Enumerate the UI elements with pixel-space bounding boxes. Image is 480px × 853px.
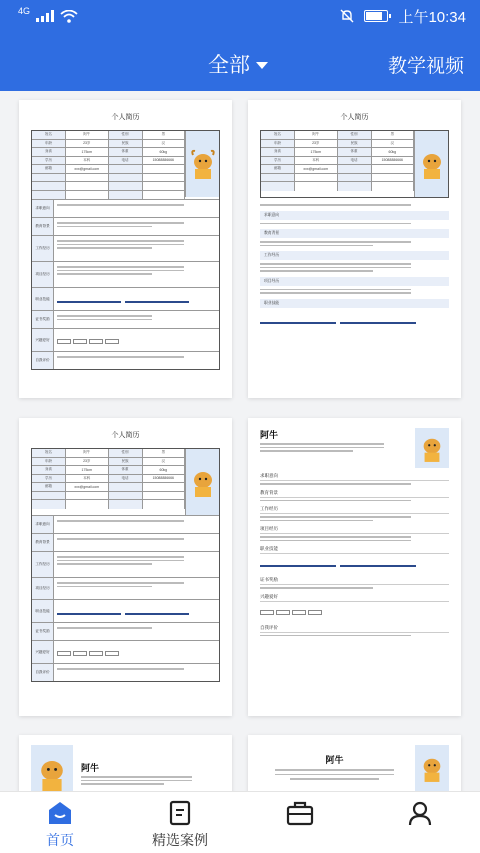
category-filter-label: 全部	[208, 54, 250, 77]
resume-name: 阿牛	[260, 430, 279, 440]
resume-cell: 民族	[109, 458, 143, 466]
resume-heading: 工作经历	[260, 251, 449, 260]
caret-down-icon	[256, 62, 268, 69]
resume-cell: 求职意向	[32, 200, 54, 217]
resume-template-card[interactable]	[19, 100, 232, 398]
resume-heading: 项目经历	[260, 277, 449, 286]
avatar	[415, 745, 449, 791]
resume-cell: 男	[143, 131, 185, 139]
resume-cell: 60kg	[372, 148, 414, 156]
resume-cell: 身高	[32, 466, 66, 474]
cartoon-ox-icon	[189, 467, 217, 497]
resume-cell: 证书奖励	[32, 311, 54, 328]
resume-cell: 邮箱	[32, 165, 66, 173]
resume-cell	[143, 165, 185, 173]
resume-cell	[32, 182, 66, 190]
resume-cell: 175cm	[295, 148, 337, 156]
resume-cell	[109, 165, 143, 173]
resume-cell: 自我评价	[32, 664, 54, 681]
avatar	[185, 131, 219, 197]
resume-cell	[109, 500, 143, 509]
resume-cell: 15088886666	[143, 157, 185, 165]
briefcase-icon	[286, 800, 314, 826]
resume-cell	[143, 492, 185, 500]
status-bar	[0, 0, 480, 32]
resume-cell	[109, 492, 143, 500]
resume-cell: 学历	[32, 157, 66, 165]
resume-cell: 本科	[66, 475, 108, 483]
resume-cell	[143, 191, 185, 200]
cartoon-ox-icon	[419, 434, 445, 462]
resume-heading: 个人简历	[340, 114, 369, 121]
resume-cell	[109, 483, 143, 491]
resume-heading: 阿牛	[81, 763, 100, 773]
app-header	[0, 0, 480, 91]
resume-cell: 汉	[143, 140, 185, 148]
resume-cell: 年龄	[32, 140, 66, 148]
resume-cell	[66, 191, 108, 200]
nav-featured-cases[interactable]	[120, 792, 240, 853]
resume-cell: 身高	[261, 148, 295, 156]
template-grid	[0, 91, 480, 791]
resume-title: 个人简历	[111, 114, 140, 121]
user-icon	[407, 800, 433, 826]
avatar	[415, 428, 449, 468]
resume-cell: 电话	[338, 157, 372, 165]
cartoon-ox-icon	[35, 755, 69, 791]
resume-cell	[372, 165, 414, 173]
resume-cell: 175cm	[66, 466, 108, 474]
nav-featured-cases-label: 精选案例	[152, 832, 208, 848]
resume-cell: 职业技能	[32, 288, 54, 310]
resume-cell: 男	[372, 131, 414, 139]
resume-heading: 职业技能	[260, 546, 449, 554]
resume-cell	[372, 182, 414, 191]
avatar	[185, 449, 219, 515]
resume-cell: 性别	[109, 449, 143, 457]
resume-template-card[interactable]	[19, 418, 232, 716]
resume-cell: 性别	[109, 131, 143, 139]
resume-template-card[interactable]	[248, 418, 461, 716]
resume-cell: 项目经历	[32, 262, 54, 287]
resume-cell: 体重	[338, 148, 372, 156]
resume-cell: 教育背景	[32, 534, 54, 551]
resume-heading: 兴趣爱好	[260, 594, 449, 602]
resume-cell: 年龄	[261, 140, 295, 148]
resume-cell	[32, 174, 66, 182]
avatar	[414, 131, 448, 197]
resume-cell: 求职意向	[32, 516, 54, 533]
resume-cell	[66, 500, 108, 509]
resume-cell: 教育背景	[32, 218, 54, 235]
mute-bell-icon	[340, 9, 354, 23]
resume-cell	[143, 500, 185, 509]
resume-heading: 职业技能	[260, 299, 449, 308]
nav-home[interactable]	[0, 792, 120, 853]
resume-cell: 工作经历	[32, 236, 54, 261]
resume-heading: 工作经历	[260, 506, 449, 514]
resume-cell	[372, 174, 414, 182]
resume-heading: 求职意向	[260, 473, 449, 481]
resume-cell: 23岁	[66, 458, 108, 466]
resume-heading: 阿牛	[325, 755, 344, 765]
resume-cell: 体重	[109, 148, 143, 156]
resume-cell: 汉	[143, 458, 185, 466]
resume-heading: 教育背景	[260, 229, 449, 238]
category-filter[interactable]	[208, 49, 268, 79]
resume-template-card[interactable]	[248, 735, 461, 791]
resume-cell: 15088886666	[372, 157, 414, 165]
resume-cell: 身高	[32, 148, 66, 156]
resume-heading: 个人简历	[111, 432, 140, 439]
resume-cell: 兴趣爱好	[32, 329, 54, 351]
resume-cell: 本科	[295, 157, 337, 165]
resume-cell	[66, 174, 108, 182]
resume-cell: 15088886666	[143, 475, 185, 483]
resume-cell	[66, 182, 108, 190]
clock: 上午10:34	[398, 8, 466, 26]
resume-cell: 阿牛	[66, 449, 108, 457]
resume-cell: 阿牛	[295, 131, 337, 139]
resume-heading: 求职意向	[260, 211, 449, 220]
resume-cell	[32, 500, 66, 509]
cartoon-ox-icon	[418, 149, 446, 179]
resume-cell	[32, 492, 66, 500]
resume-cell: xxx@gmail.com	[295, 165, 337, 173]
resume-cell: 邮箱	[32, 483, 66, 491]
resume-cell	[338, 182, 372, 191]
resume-cell	[143, 483, 185, 491]
nav-profile[interactable]	[360, 792, 480, 853]
resume-cell: 自我评价	[32, 352, 54, 369]
resume-cell: 男	[143, 449, 185, 457]
resume-heading: 项目经历	[260, 526, 449, 534]
resume-cell	[143, 182, 185, 190]
home-icon	[47, 800, 73, 826]
battery-icon	[364, 10, 388, 22]
resume-cell	[109, 191, 143, 200]
resume-cell: 175cm	[66, 148, 108, 156]
signal-icon	[36, 10, 54, 22]
resume-cell	[261, 182, 295, 191]
network-type: 4G	[18, 6, 31, 16]
resume-cell	[109, 182, 143, 190]
cartoon-ox-icon	[189, 149, 217, 179]
resume-cell: 姓名	[261, 131, 295, 139]
resume-cell: 电话	[109, 475, 143, 483]
resume-cell: 60kg	[143, 148, 185, 156]
resume-cell: 姓名	[32, 449, 66, 457]
resume-cell: 兴趣爱好	[32, 641, 54, 663]
resume-cell: 学历	[32, 475, 66, 483]
resume-heading: 自我评价	[260, 625, 449, 633]
resume-cell: 电话	[109, 157, 143, 165]
bottom-nav	[0, 791, 480, 853]
resume-cell: 邮箱	[261, 165, 295, 173]
resume-cell	[66, 492, 108, 500]
resume-cell: 项目经历	[32, 578, 54, 599]
resume-heading: 证书奖励	[260, 577, 449, 585]
resume-template-card[interactable]	[19, 735, 232, 791]
resume-cell: 证书奖励	[32, 623, 54, 640]
resume-cell: xxx@gmail.com	[66, 165, 108, 173]
resume-cell	[32, 191, 66, 200]
resume-cell: 民族	[109, 140, 143, 148]
resume-cell: 年龄	[32, 458, 66, 466]
resume-template-card[interactable]	[248, 100, 461, 398]
resume-cell: 23岁	[295, 140, 337, 148]
resume-cell: 民族	[338, 140, 372, 148]
resume-cell: 工作经历	[32, 552, 54, 577]
resume-cell	[261, 174, 295, 182]
resume-cell: 姓名	[32, 131, 66, 139]
resume-cell: 23岁	[66, 140, 108, 148]
nav-jobs[interactable]	[240, 792, 360, 853]
resume-cell	[338, 174, 372, 182]
resume-heading: 教育背景	[260, 490, 449, 498]
resume-cell: 60kg	[143, 466, 185, 474]
resume-cell: 本科	[66, 157, 108, 165]
resume-cell: 汉	[372, 140, 414, 148]
resume-cell: 学历	[261, 157, 295, 165]
resume-cell: 体重	[109, 466, 143, 474]
resume-cell: xxx@gmail.com	[66, 483, 108, 491]
wifi-icon	[60, 10, 78, 23]
avatar	[31, 745, 73, 791]
resume-cell: 职业技能	[32, 600, 54, 622]
resume-cell: 阿牛	[66, 131, 108, 139]
document-icon	[168, 800, 192, 826]
resume-cell	[143, 174, 185, 182]
resume-cell: 性别	[338, 131, 372, 139]
resume-cell	[338, 165, 372, 173]
resume-cell	[295, 182, 337, 191]
cartoon-ox-icon	[419, 754, 445, 782]
resume-cell	[295, 174, 337, 182]
nav-home-label: 首页	[46, 832, 74, 848]
tutorial-video-button[interactable]: 教学视频	[387, 56, 464, 77]
resume-cell	[109, 174, 143, 182]
